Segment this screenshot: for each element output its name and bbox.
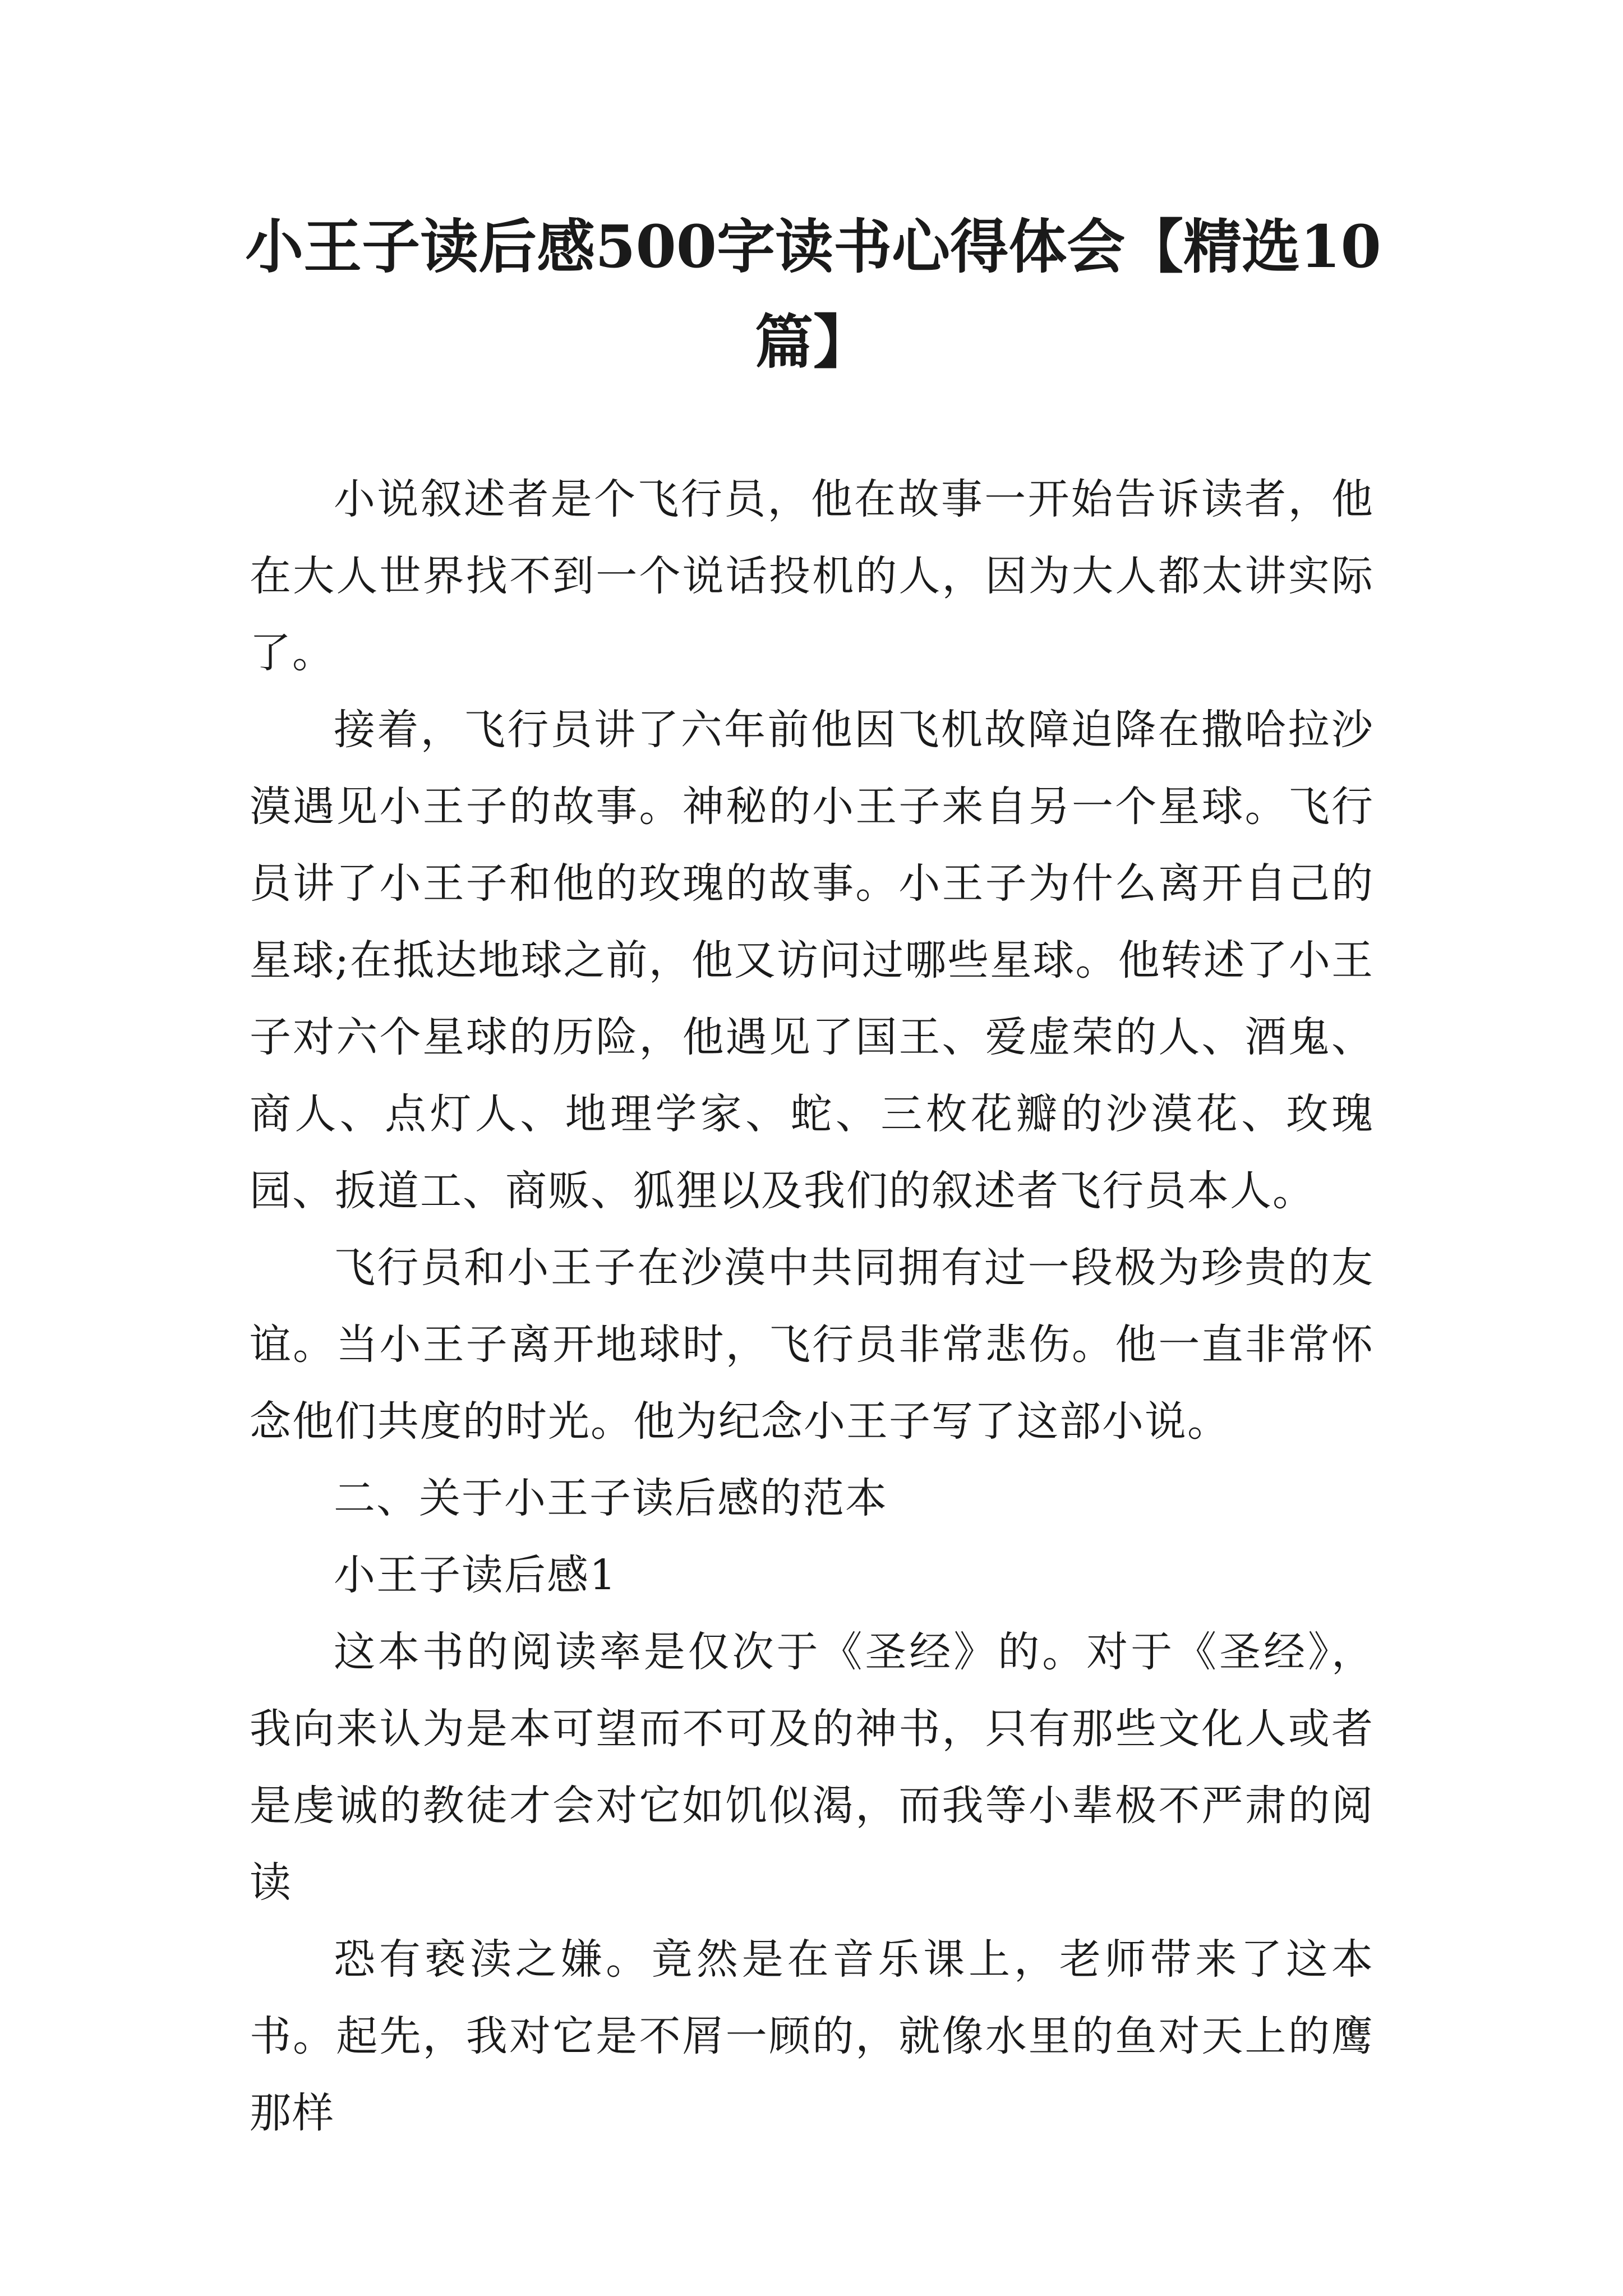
section-heading: 二、关于小王子读后感的范本	[334, 1474, 888, 1522]
paragraph-1: 小说叙述者是个飞行员，他在故事一开始告诉读者，他在大人世界找不到一个说话投机的人，因为大人都太讲实际了。	[250, 475, 1374, 677]
paragraph-2: 接着，飞行员讲了六年前他因飞机故障迫降在撒哈拉沙漠遇见小王子的故事。神秘的小王子来自另一个星球。飞行员讲了小王子和他的玫瑰的故事。小王子为什么离开自己的星球;在抵达地球之前，他又访问过哪些星球。他转述了小王子对六个星球的历险，他遇见了国王、爱虚荣的人、酒鬼、商人、点灯人、地理学家、蛇、三枚花瓣的沙漠花、玫瑰园、扳道工、商贩、狐狸以及我们的叙述者飞行员本人。	[250, 706, 1374, 1215]
paragraph-5: 恐有亵渎之嫌。竟然是在音乐课上，老师带来了这本书。起先，我对它是不屑一顾的，就像水里的鱼对天上的鹰那样	[250, 1935, 1374, 2137]
document-body	[250, 461, 1374, 2152]
paragraph-4: 这本书的阅读率是仅次于《圣经》的。对于《圣经》，我向来认为是本可望而不可及的神书，只有那些文化人或者是虔诚的教徒才会对它如饥似渴，而我等小辈极不严肃的阅读	[250, 1628, 1374, 1907]
document-title: 小王子读后感500字读书心得体会【精选10篇】	[245, 212, 1381, 376]
subsection-heading: 小王子读后感1	[334, 1551, 617, 1599]
paragraph-3: 飞行员和小王子在沙漠中共同拥有过一段极为珍贵的友谊。当小王子离开地球时，飞行员非常悲伤。他一直非常怀念他们共度的时光。他为纪念小王子写了这部小说。	[250, 1244, 1374, 1446]
